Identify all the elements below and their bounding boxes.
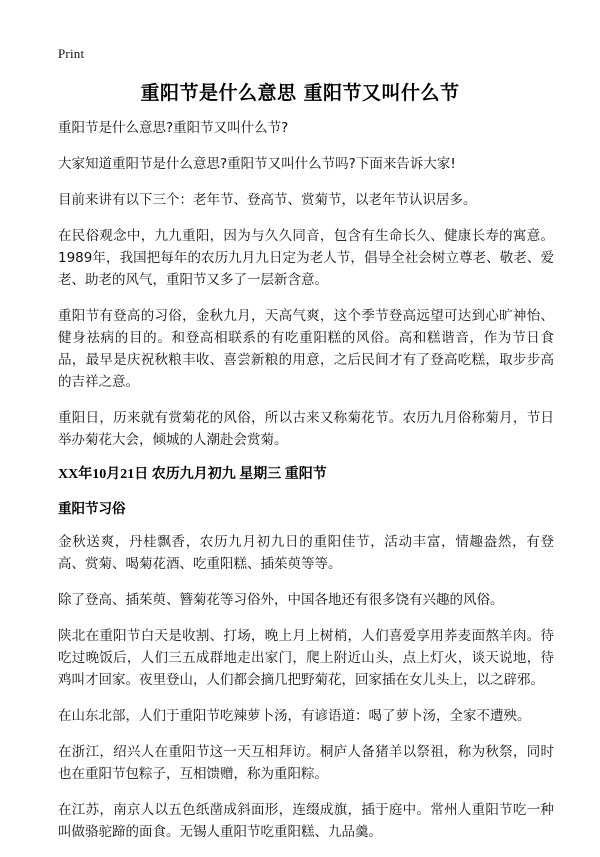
paragraph: 在山东北部，人们于重阳节吃辣萝卜汤，有谚语道：喝了萝卜汤，全家不遭殃。 [58, 708, 531, 724]
paragraph: 重阳节是什么意思?重阳节又叫什么节? [58, 120, 289, 136]
paragraph: 在民俗观念中，九九重阳，因为与久久同音，包含有生命长久、健康长寿的寓意。1989年，我国把每年的农历九月九日定为老人节，倡导全社会树立尊老、敬老、爱老、助老的风气，重阳节又多了一层新含意。 [58, 228, 554, 288]
customs-heading: 重阳节习俗 [58, 501, 126, 517]
print-link[interactable]: Print [58, 46, 85, 61]
paragraph: 重阳日，历来就有赏菊花的风俗，所以古来又称菊花节。农历九月俗称菊月，节日举办菊花大会，倾城的人潮赴会赏菊。 [58, 410, 554, 448]
paragraph: 除了登高、插茱萸、簪菊花等习俗外，中国各地还有很多饶有兴趣的风俗。 [58, 592, 504, 608]
page-title: 重阳节是什么意思 重阳节又叫什么节 [140, 82, 460, 104]
paragraph: 陕北在重阳节白天是收割、打场，晚上月上树梢，人们喜爱享用荞麦面熬羊肉。待吃过晚饭后，人们三五成群地走出家门，爬上附近山头，点上灯火，谈天说地，待鸡叫才回家。夜里登山，人们都会摘几把野菊花，回家插在女儿头上，以之辟邪。 [58, 628, 554, 688]
article-body [58, 117, 554, 857]
paragraph: 目前来讲有以下三个：老年节、登高节、赏菊节，以老年节认识居多。 [58, 192, 477, 208]
paragraph: 在江苏，南京人以五色纸凿成斜面形，连缀成旗，插于庭中。常州人重阳节吃一种叫做骆驼蹄的面食。无锡人重阳节吃重阳糕、九品羹。 [58, 802, 554, 840]
paragraph: 重阳节有登高的习俗，金秋九月，天高气爽，这个季节登高远望可达到心旷神怡、健身祛病的目的。和登高相联系的有吃重阳糕的风俗。高和糕谐音，作为节日食品，最早是庆祝秋粮丰收、喜尝新粮的用意，之后民间才有了登高吃糕，取步步高的吉祥之意。 [58, 308, 554, 390]
date-heading: XX年10月21日 农历九月初九 星期三 重阳节 [58, 467, 327, 482]
paragraph: 金秋送爽，丹桂飘香，农历九月初九日的重阳佳节，活动丰富，情趣盎然，有登高、赏菊、喝菊花酒、吃重阳糕、插茱萸等等。 [58, 534, 554, 572]
paragraph: 大家知道重阳节是什么意思?重阳节又叫什么节吗?下面来告诉大家! [58, 156, 456, 172]
paragraph: 在浙江，绍兴人在重阳节这一天互相拜访。桐庐人备猪羊以祭祖，称为秋祭，同时也在重阳节包粽子，互相馈赠，称为重阳粽。 [58, 744, 554, 782]
